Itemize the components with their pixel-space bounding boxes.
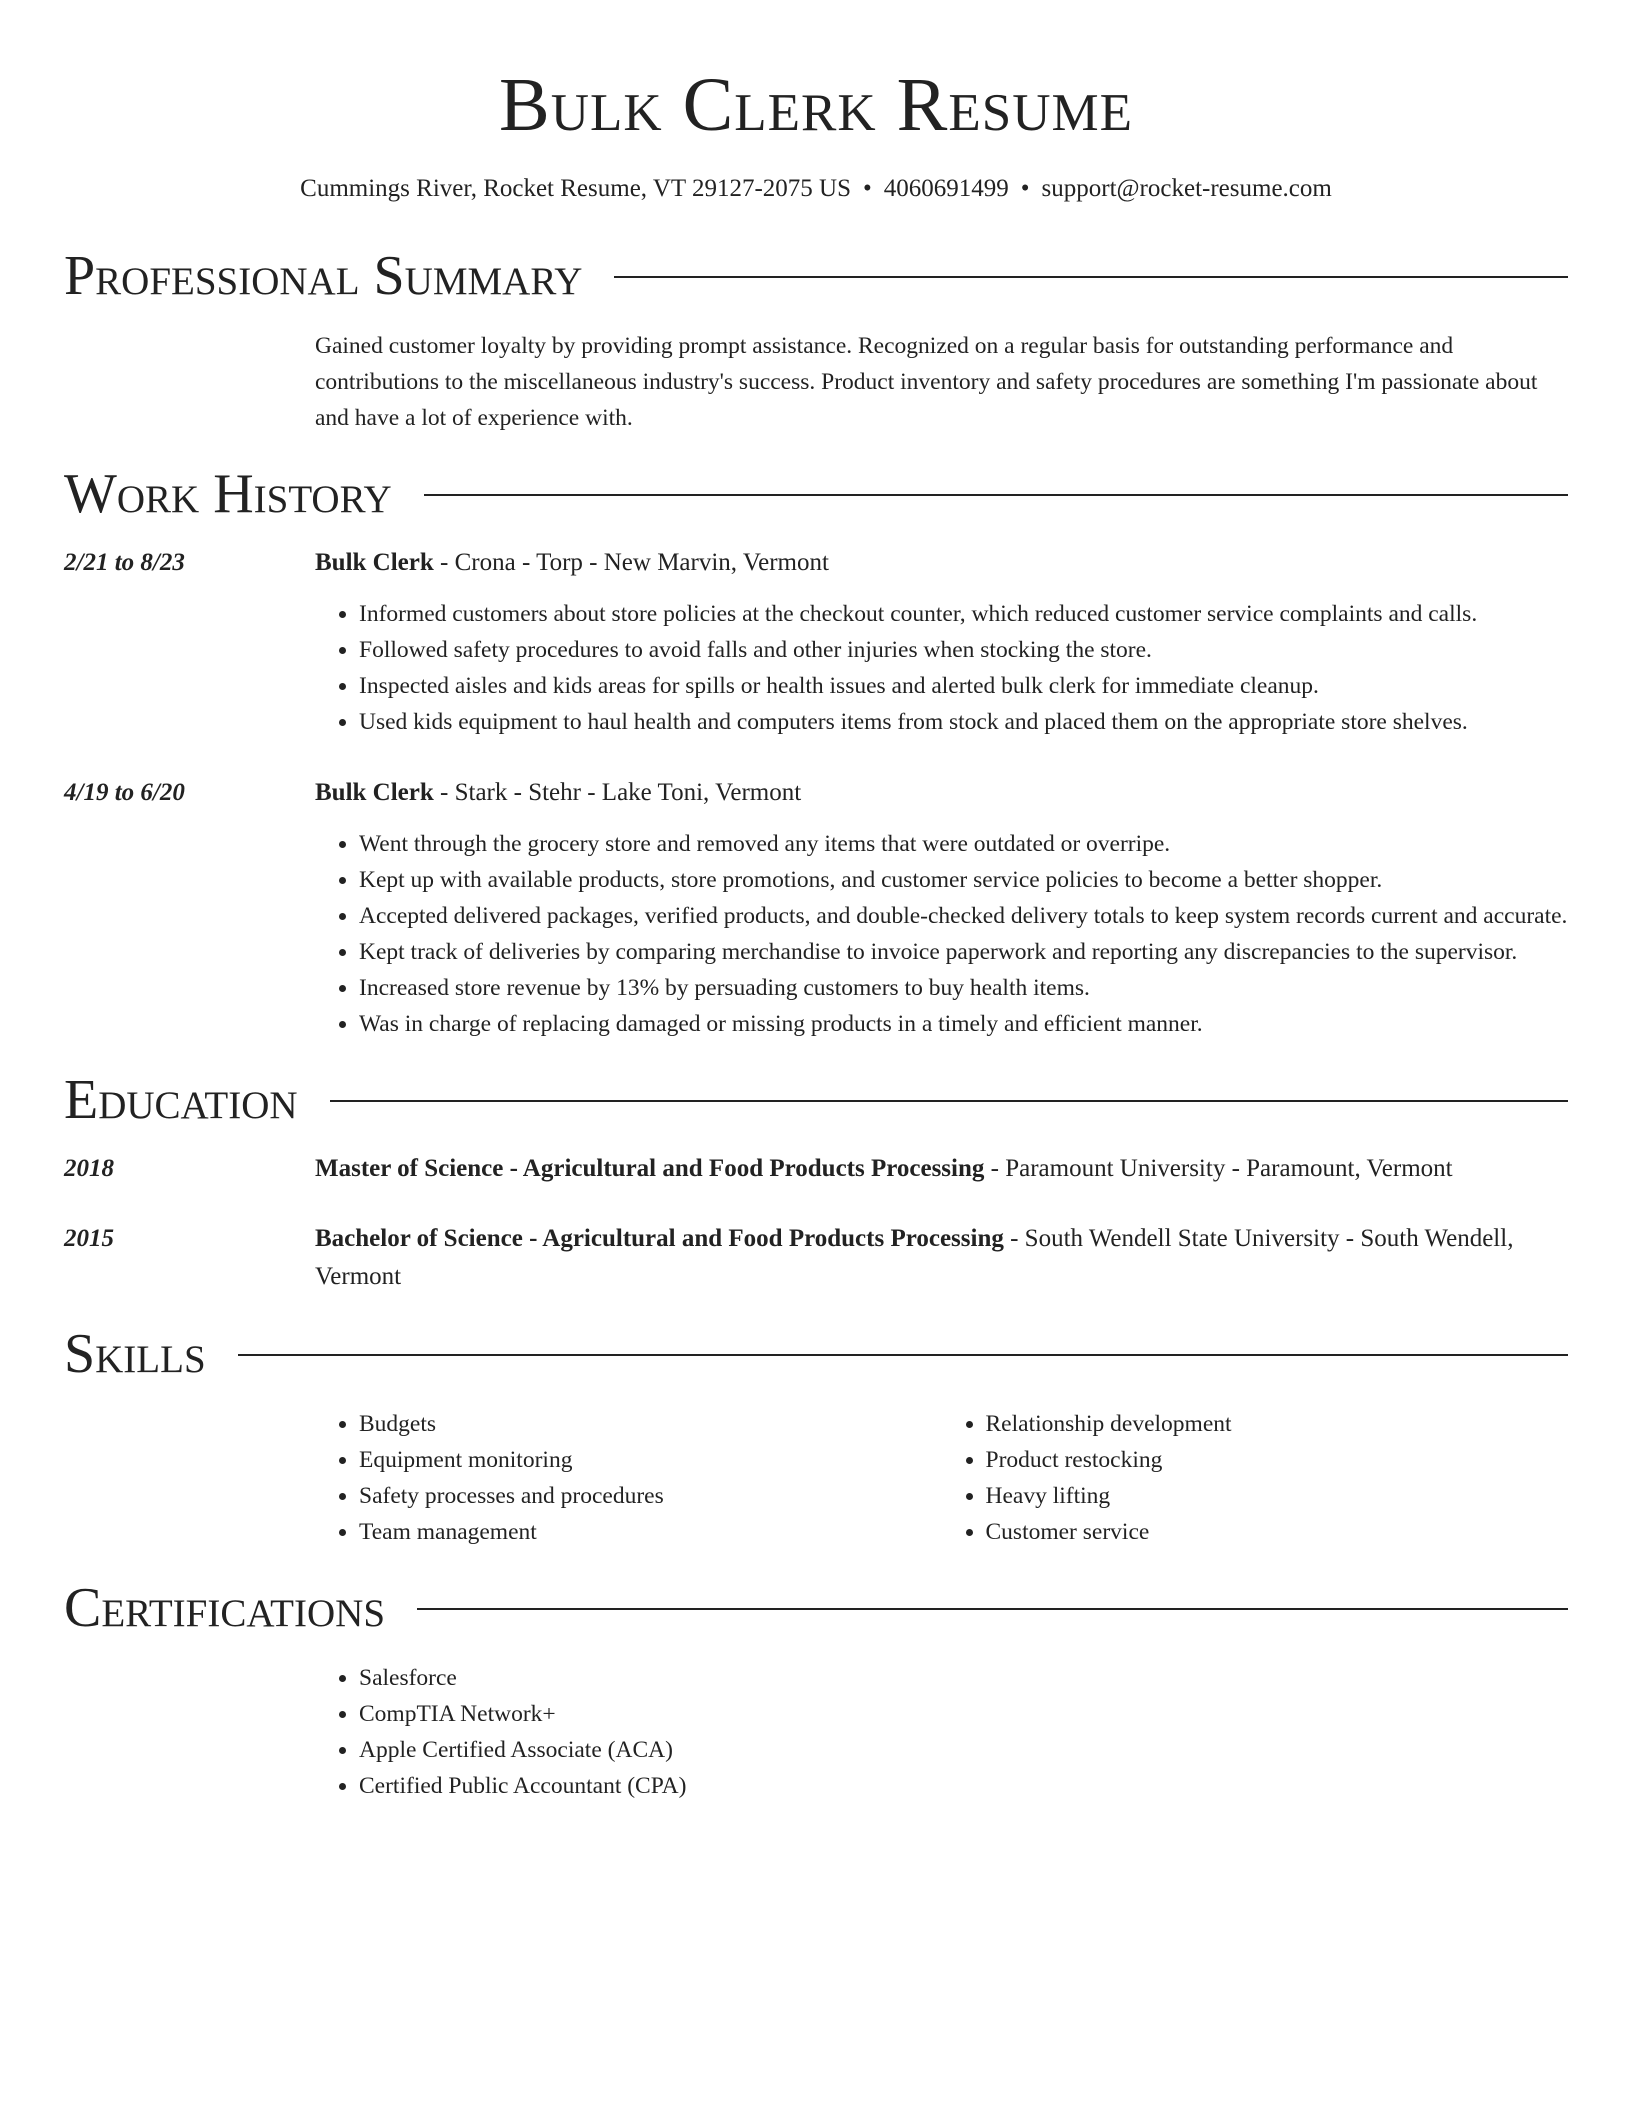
job-bullet: • Was in charge of replacing damaged or missing products in a timely and efficient manner. bbox=[359, 1006, 1568, 1042]
contact-email: support@rocket-resume.com bbox=[1041, 175, 1332, 202]
contact-separator: • bbox=[1020, 175, 1030, 202]
job-dates: 4/19 to 6/20 bbox=[64, 779, 185, 806]
job-body bbox=[315, 544, 1568, 740]
certifications-section-header bbox=[64, 1576, 1568, 1640]
job-title-line bbox=[315, 544, 1568, 582]
skill-item: • Customer service bbox=[986, 1514, 1569, 1550]
education-entry bbox=[64, 1150, 1568, 1188]
job-title-line bbox=[315, 774, 1568, 812]
skill-item: • Safety processes and procedures bbox=[359, 1478, 942, 1514]
certification-item: • Certified Public Accountant (CPA) bbox=[359, 1768, 1568, 1804]
education-heading: Education bbox=[64, 1069, 298, 1131]
resume-name: Bulk Clerk Resume bbox=[499, 63, 1133, 147]
skills-section-header bbox=[64, 1322, 1568, 1386]
section-divider bbox=[238, 1354, 1568, 1356]
certification-item: • CompTIA Network+ bbox=[359, 1696, 1568, 1732]
section-divider bbox=[614, 276, 1568, 278]
certifications-heading: Certifications bbox=[64, 1577, 386, 1639]
education-entry bbox=[64, 1220, 1568, 1296]
skills-column-left bbox=[315, 1406, 942, 1550]
job-details: - Crona - Torp - New Marvin, Vermont bbox=[433, 549, 829, 576]
job-entry bbox=[64, 774, 1568, 1042]
job-bullet: • Used kids equipment to haul health and computers items from stock and placed them on the appropriate store shelves. bbox=[359, 704, 1568, 740]
resume-page bbox=[64, 0, 1568, 1804]
job-bullet: • Informed customers about store policies at the checkout counter, which reduced customer service complaints and calls. bbox=[359, 596, 1568, 632]
job-bullets bbox=[315, 826, 1568, 1042]
job-bullet: • Inspected aisles and kids areas for spills or health issues and alerted bulk clerk for immediate cleanup. bbox=[359, 668, 1568, 704]
skill-item: • Heavy lifting bbox=[986, 1478, 1569, 1514]
education-school: - Paramount University - Paramount, Vermont bbox=[984, 1155, 1453, 1182]
job-entry bbox=[64, 544, 1568, 740]
contact-phone: 4060691499 bbox=[883, 175, 1009, 202]
skill-item: • Budgets bbox=[359, 1406, 942, 1442]
education-body bbox=[315, 1220, 1568, 1296]
skill-item: • Product restocking bbox=[986, 1442, 1569, 1478]
job-bullet: • Increased store revenue by 13% by persuading customers to buy health items. bbox=[359, 970, 1568, 1006]
education-school: - South Wendell State University - South Wendell, Vermont bbox=[315, 1225, 1514, 1290]
job-bullet: • Accepted delivered packages, verified products, and double-checked delivery totals to keep system records current and accurate. bbox=[359, 898, 1568, 934]
education-degree: Bachelor of Science - Agricultural and Food Products Processing bbox=[315, 1225, 1004, 1252]
job-bullet: • Kept track of deliveries by comparing merchandise to invoice paperwork and reporting any discrepancies to the supervisor. bbox=[359, 934, 1568, 970]
summary-text: Gained customer loyalty by providing prompt assistance. Recognized on a regular basis for outstanding performance and contributions to the miscellaneous industry's success. Product inventory and safety procedures are something I'm passionate about and have a lot of experience with. bbox=[315, 333, 1538, 431]
education-section-header bbox=[64, 1068, 1568, 1132]
job-bullet: • Followed safety procedures to avoid falls and other injuries when stocking the store. bbox=[359, 632, 1568, 668]
section-divider bbox=[330, 1100, 1568, 1102]
certification-item: • Apple Certified Associate (ACA) bbox=[359, 1732, 1568, 1768]
section-divider bbox=[424, 494, 1568, 496]
work-heading: Work History bbox=[64, 463, 392, 525]
education-body bbox=[315, 1150, 1568, 1188]
job-title: Bulk Clerk bbox=[315, 779, 434, 806]
contact-address: Cummings River, Rocket Resume, VT 29127-2075 US bbox=[300, 175, 851, 202]
job-body bbox=[315, 774, 1568, 1042]
education-year: 2015 bbox=[64, 1225, 114, 1252]
job-bullets bbox=[315, 596, 1568, 740]
education-year: 2018 bbox=[64, 1155, 114, 1182]
skills-heading: Skills bbox=[64, 1323, 206, 1385]
summary-section-header bbox=[64, 244, 1568, 308]
education-degree: Master of Science - Agricultural and Food Products Processing bbox=[315, 1155, 985, 1182]
job-details: - Stark - Stehr - Lake Toni, Vermont bbox=[433, 779, 802, 806]
skill-item: • Relationship development bbox=[986, 1406, 1569, 1442]
job-title: Bulk Clerk bbox=[315, 549, 434, 576]
skills-list bbox=[315, 1406, 1568, 1550]
contact-line bbox=[64, 172, 1568, 206]
certifications-items bbox=[315, 1660, 1568, 1804]
job-bullet: • Kept up with available products, store promotions, and customer service policies to become a better shopper. bbox=[359, 862, 1568, 898]
skill-item: • Equipment monitoring bbox=[359, 1442, 942, 1478]
job-dates: 2/21 to 8/23 bbox=[64, 549, 185, 576]
section-divider bbox=[417, 1608, 1568, 1610]
job-bullet: • Went through the grocery store and removed any items that were outdated or overripe. bbox=[359, 826, 1568, 862]
summary-heading: Professional Summary bbox=[64, 245, 583, 307]
skills-column-right bbox=[942, 1406, 1569, 1550]
work-section-header bbox=[64, 462, 1568, 526]
skill-item: • Team management bbox=[359, 1514, 942, 1550]
certification-item: • Salesforce bbox=[359, 1660, 1568, 1696]
certifications-list bbox=[315, 1660, 1568, 1804]
contact-separator: • bbox=[863, 175, 872, 202]
